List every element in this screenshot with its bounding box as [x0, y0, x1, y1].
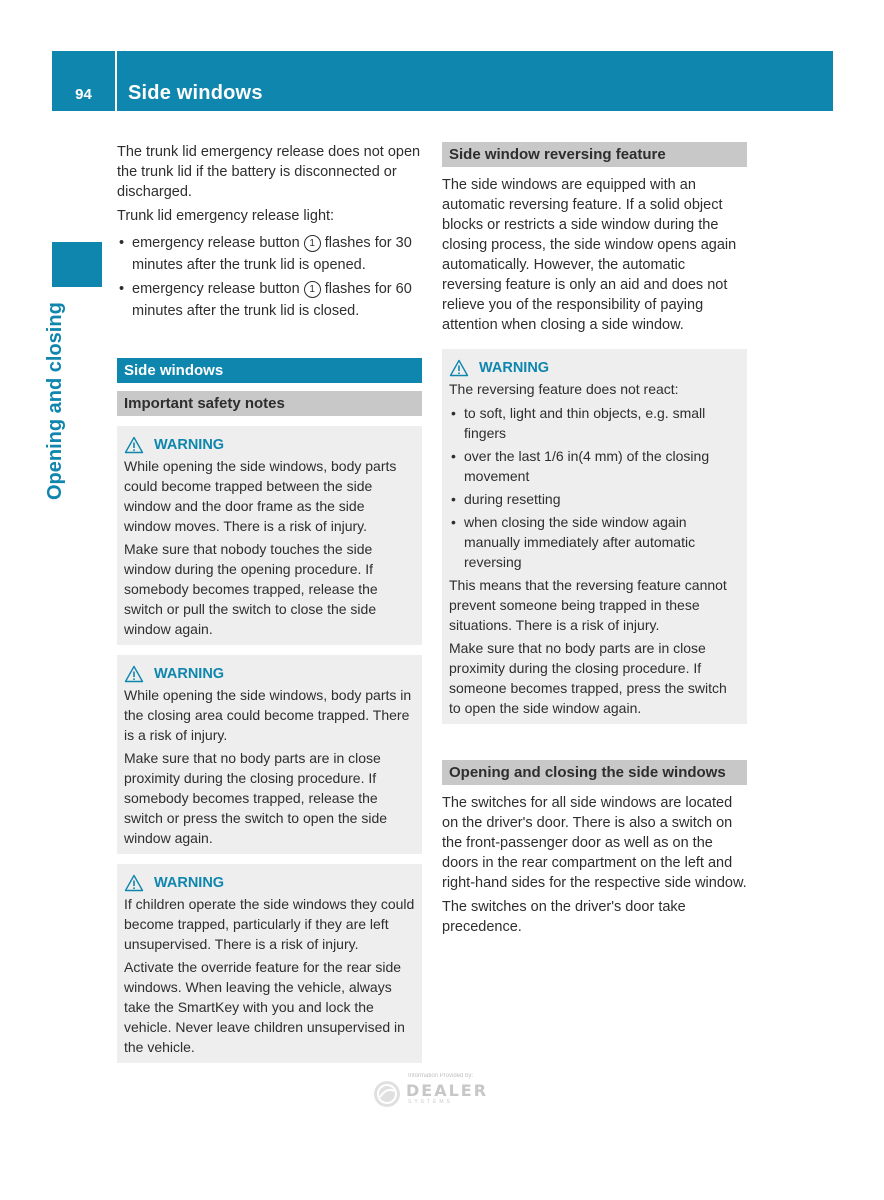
warning-text: Make sure that no body parts are in close proximity during the closing procedure. If someone becomes trapped, press the switch to open the side window again.	[449, 640, 727, 716]
circled-number-icon: 1	[304, 281, 321, 298]
subsection-title-safety: Important safety notes	[117, 391, 422, 416]
circled-number-icon: 1	[304, 235, 321, 252]
warning-box	[442, 349, 747, 724]
page-number: 94	[75, 86, 92, 103]
list-item: • during resetting	[449, 489, 740, 509]
header-divider	[115, 51, 117, 111]
warning-label: WARNING	[154, 666, 225, 682]
warning-triangle-icon	[124, 874, 144, 892]
warning-text: If children operate the side windows they could become trapped, particularly if they are left unsupervised. There is a risk of injury.	[124, 896, 415, 952]
list-item: • when closing the side window again manually immediately after automatic reversing	[449, 512, 740, 572]
warning-text: While opening the side windows, body parts could become trapped between the side window and the door frame as the side window moves. There is a risk of injury.	[124, 458, 397, 534]
warning-text: Activate the override feature for the rear side windows. When leaving the vehicle, always take the SmartKey with you and lock the vehicle. Never leave children unsupervised in the vehicle.	[124, 959, 405, 1055]
list-item: • emergency release button 1 flashes for 30 minutes after the trunk lid is opened.	[117, 232, 422, 276]
warning-intro: The reversing feature does not react:	[449, 381, 679, 397]
warning-box	[117, 426, 422, 645]
warning-triangle-icon	[124, 436, 144, 454]
warning-label: WARNING	[154, 875, 225, 891]
warning-triangle-icon	[449, 359, 469, 377]
dealer-logo-icon	[372, 1079, 402, 1109]
warning-triangle-icon	[124, 665, 144, 683]
warning-text: Make sure that nobody touches the side window during the opening procedure. If somebody becomes trapped, release the switch or pull the switch to close the side window again.	[124, 541, 378, 637]
opening-paragraph: The switches on the driver's door take precedence.	[442, 899, 686, 935]
intro-paragraph: The trunk lid emergency release does not open the trunk lid if the battery is disconnected or discharged.	[117, 144, 421, 200]
logo-caption: Information Provided by:	[408, 1073, 474, 1079]
warning-box	[117, 864, 422, 1063]
subsection-title-opening-closing: Opening and closing the side windows	[442, 760, 747, 785]
warning-label: WARNING	[479, 360, 550, 376]
page-title: Side windows	[128, 82, 263, 104]
list-item: • emergency release button 1 flashes for 60 minutes after the trunk lid is closed.	[117, 278, 422, 322]
warning-text: Make sure that no body parts are in close proximity during the closing procedure. If somebody becomes trapped, release the switch or press the switch to open the side window again.	[124, 750, 388, 846]
warning-bullets	[449, 403, 740, 572]
warning-header	[124, 872, 415, 894]
list-item: • over the last 1/6 in(4 mm) of the closing movement	[449, 446, 740, 486]
section-title-side-windows: Side windows	[117, 358, 422, 383]
warning-text: While opening the side windows, body parts in the closing area could become trapped. There is a risk of injury.	[124, 687, 412, 743]
warning-header	[124, 434, 415, 456]
subsection-title-reversing: Side window reversing feature	[442, 142, 747, 167]
right-column	[442, 142, 747, 937]
warning-label: WARNING	[154, 437, 225, 453]
logo-wordmark: DEALER	[406, 1081, 489, 1100]
dealer-logo	[372, 1073, 507, 1113]
list-item: • to soft, light and thin objects, e.g. small fingers	[449, 403, 740, 443]
opening-paragraph: The switches for all side windows are located on the driver's door. There is also a switch on the front-passenger door as well as on the doors in the rear compartment on the left and right-hand sides for the respective side window.	[442, 795, 747, 891]
light-label: Trunk lid emergency release light:	[117, 208, 335, 224]
warning-header	[124, 663, 415, 685]
left-column	[117, 142, 422, 1063]
light-bullets	[117, 232, 422, 322]
logo-subtext: SYSTEMS	[408, 1099, 453, 1105]
warning-header	[449, 357, 740, 379]
chapter-label: Opening and closing	[44, 302, 66, 500]
warning-box	[117, 655, 422, 854]
warning-text: This means that the reversing feature cannot prevent someone being trapped in these situations. There is a risk of injury.	[449, 577, 727, 633]
reversing-paragraph: The side windows are equipped with an automatic reversing feature. If a solid object blocks or restricts a side window during the closing process, the side window opens again automatically. However, the automatic reversing feature is only an aid and does not relieve you of the responsibility of paying attention when closing a side window.	[442, 177, 737, 333]
